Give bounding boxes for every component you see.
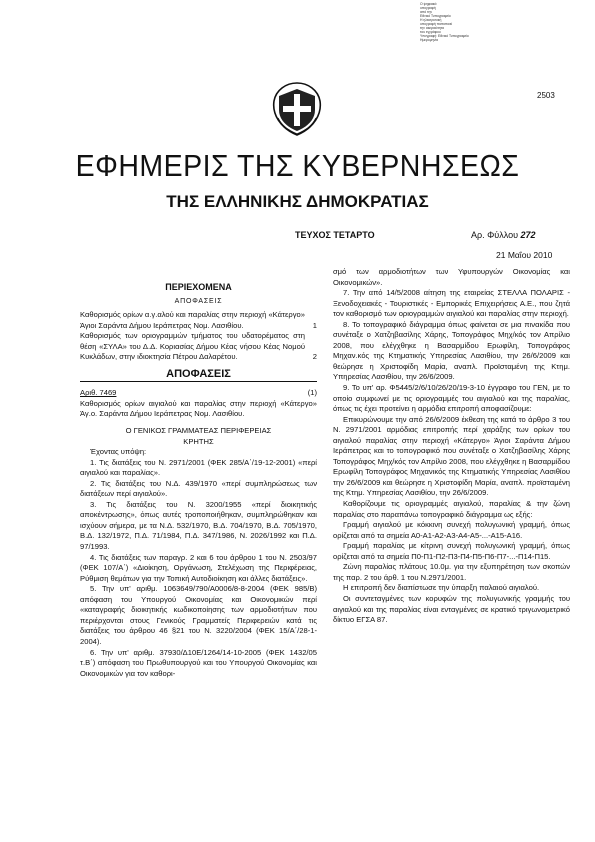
decision-number: Αριθ. 7469	[80, 388, 117, 398]
left-column	[80, 282, 317, 679]
region-heading: ΚΡΗΤΗΣ	[183, 436, 214, 446]
paragraph: Καθορίζουμε τις οριογραμμές αιγιαλού, παραλίας & την ζώνη παραλίας στο παραπάνω τοπογραφικό διάγραμμα ως εξής:	[333, 499, 570, 519]
section-title: ΑΠΟΦΑΣΕΙΣ	[166, 367, 231, 380]
toc-subtitle: ΑΠΟΦΑΣΕΙΣ	[174, 297, 223, 305]
paragraph: 4. Τις διατάξεις των παραγρ. 2 και 6 του άρθρου 1 του Ν. 2503/97 (ΦΕΚ 107/Α΄) «Διοίκηση, Οργάνωση, Στελέχωση της Περιφέρειας, Ρύθμιση θεμάτων για την Τοπική Αυτοδιοίκηση και άλλες διατάξεις».	[80, 552, 317, 583]
toc-item-page: 1	[312, 320, 317, 330]
decision-header	[80, 388, 317, 399]
paragraph: Γραμμή παραλίας με κίτρινη συνεχή πολυγωνική γραμμή, όπως ορίζεται από τα σημεία Π0-Π1-Π2-Π3-Π4-Π5-Π6-Π7-...-Π14-Π15.	[333, 541, 570, 561]
considering-label: Έχοντας υπόψη:	[90, 447, 147, 457]
issue-date: 21 Μαΐου 2010	[496, 250, 553, 260]
sheet-number-value: 272	[520, 230, 536, 240]
paragraph: 3. Τις διατάξεις του Ν. 3200/1955 «περί διοικητικής αποκέντρωσης», όπως αυτές τροποποιήθηκαν, συμπληρώθηκαν και ισχύουν σήμερα, με τα Ν.Δ. 532/1970, Β.Δ. 704/1970, Β.Δ. 705/1970, Β.Δ. 132/1972, Π.Δ. 71/1984, Π.Δ. 347/1986, Ν. 2026/1992 και Π.Δ. 97/1993.	[80, 499, 317, 552]
toc-item[interactable]	[80, 310, 317, 331]
stamp-line: Ημερομηνία	[420, 38, 438, 42]
stamp-line: υπογραφή	[420, 6, 436, 10]
stamp-line: την ακεραιότητα	[420, 26, 444, 30]
stamp-line: υπογραφή πιστοποιεί	[420, 22, 453, 26]
paragraph: σμό των αρμοδιοτήτων των Υφυπουργών Οικονομίας και Οικονομικών».	[333, 267, 570, 287]
paragraph: 1. Τις διατάξεις του Ν. 2971/2001 (ΦΕΚ 285/Α΄/19-12-2001) «περί αιγιαλού και παραλίας».	[80, 457, 317, 478]
paragraph: 7. Την από 14/5/2008 αίτηση της εταιρείας ΣΤΕΛΛΑ ΠΟΛΑΡΙΣ - Ξενοδοχειακές - Τουριστικές - Εμπορικές Επιχειρήσεις Α.Ε., που ζητά τον καθορισμό των οριογραμμών αιγιαλού και παραλίας στην περιοχή.	[333, 288, 570, 319]
paragraph: Ζώνη παραλίας πλάτους 10.0μ. για την εξυπηρέτηση των σκοπών της παρ. 2 του άρθ. 1 του Ν.2971/2001.	[333, 562, 570, 582]
paragraph: 8. Το τοπογραφικό διάγραμμα όπως φαίνεται σε μια πινακίδα που συνέταξε ο Χατζηβασίλης Χάρης, Τοπογράφος Μηχ/κός τον Απρίλιο 2008, που ελέγχθηκε η Βασαρμίδου Ερωφίλη, Τοπογράφος Μηχαν.κός της Κτηματικής Υπηρεσίας Λασιθίου, την 26/6/2009 και θεώρησε η Χριστοφίδη Μαρία, αναπλ. Προϊσταμένη της Κτημ. Υπηρεσίας Λασιθίου, την 26/6/2009.	[333, 319, 570, 382]
paragraph: 9. Το υπ' αρ. Φ5445/2/6/10/26/20/19-3-10 έγγραφο του ΓΕΝ, με το οποίο συμφωνεί με τις οριογραμμές του αιγιαλού και της παραλίας, όπως τις έχει προτείνει η αρμόδια επιτροπή αποφασίζουμε:	[333, 383, 570, 414]
sheet-label: Αρ. Φύλλου	[471, 230, 519, 240]
stamp-line: Υπογραφή: Εθνικό Τυπογραφείο	[420, 34, 469, 38]
paragraph: 2. Τις διατάξεις του Ν.Δ. 439/1970 «περί συμπληρώσεως των διατάξεων περί αιγιαλού».	[80, 478, 317, 499]
issue-label: ΤΕΥΧΟΣ ΤΕΤΑΡΤΟ	[295, 230, 375, 240]
toc-item-page: 2	[312, 352, 317, 362]
paragraph: 5. Την υπ' αριθμ. 1063649/790/Α0006/8-8-2004 (ΦΕΚ 985/Β) απόφαση του Υπουργού Οικονομίας και Οικονομικών περί «καταγραφής διοικητικής κωδικοποίησης των αρμοδιοτήτων που περιέρχονται στους Γενικούς Γραμματείς Περιφερειών κατά τις διατάξεις του άρθρου 46 §21 του Ν. 3220/2004 (ΦΕΚ 15/Α΄/28-1-2004).	[80, 584, 317, 646]
sheet-number	[471, 230, 536, 240]
paragraph: Επικυρώνουμε την από 26/6/2009 έκθεση της κατά το άρθρο 3 του Ν. 2971/2001 αρμόδιας επιτροπής περί χαράξης των ορίων του αιγιαλού παραλίας στην περιοχή «Κάτεργο» Άγιοι Σαράντα Δήμου Ιεράπετρας και το τοπογραφικό που συνέταξε ο Χατζηβασίλης Χάρης Τοπογράφος Μηχ/κός τον Απρίλιο 2008, που ελέγχθηκε η Βασαρμίδου Ερωφίλη Τοπογράφος Μηχανικός της Κτηματικής Υπηρεσίας Λασιθίου την 26/6/2009 και θεώρησε η Χριστοφίδη Μαρία, αναπλ. προϊσταμένη της Κτημ. Υπηρεσίας Λασιθίου, την 26/6/2009.	[333, 414, 570, 498]
paragraph: Γραμμή αιγιαλού με κόκκινη συνεχή πολυγωνική γραμμή, όπως ορίζεται από τα σημεία Α0-Α1-Α2-Α3-Α4-Α5-...-Α15-Α16.	[333, 520, 570, 540]
decision-title: Καθορισμός ορίων αιγιαλού και παραλίας στην περιοχή «Κάτεργο» Άγ.ο. Σαράντα Δήμου Ιεράπετρας Νομ. Λασιθίου.	[80, 398, 317, 419]
stamp-line: από την	[420, 10, 433, 14]
paragraph: Η επιτροπή δεν διαπίστωσε την ύπαρξη παλαιού αιγιαλού.	[343, 583, 540, 593]
stamp-line: Ο ψηφιακά	[420, 2, 437, 6]
greek-coat-of-arms-icon	[268, 80, 326, 138]
toc-title: ΠΕΡΙΕΧΟΜΕΝΑ	[165, 282, 232, 292]
stamp-line: του εγγράφου	[420, 30, 441, 34]
gazette-subtitle: ΤΗΣ ΕΛΛΗΝΙΚΗΣ ΔΗΜΟΚΡΑΤΙΑΣ	[166, 192, 429, 211]
stamp-line: Εθνικό Τυπογραφείο	[420, 14, 451, 18]
paragraph: 6. Την υπ' αριθμ. 37930/Δ10Ε/1264/14-10-2005 (ΦΕΚ 1432/05 τ.Β΄) απόφαση του Πρωθυπουργού και του Υπουργού Οικονομίας και Οικονομικών για τον καθορι-	[80, 647, 317, 678]
right-column	[333, 267, 570, 626]
toc-item[interactable]	[80, 331, 317, 363]
digital-signature-stamp	[420, 2, 500, 42]
stamp-line: Η ηλεκτρονική	[420, 18, 442, 22]
toc-item-text: Καθορισμός ορίων α.γ.αλού και παραλίας στην περιοχή «Κάτεργο» Άγιοι Σαράντα Δήμου Ιεράπετρας Νομ. Λασιθίου.	[80, 310, 305, 330]
decision-ref: (1)	[307, 388, 317, 398]
toc-item-text: Καθορισμός των οριογραμμών τμήματος του υδατορέματος στη θέση «ΣΥΛΑ» του Δ.Δ. Κοριασίας Δήμου Κέας νήσου Κέας Νομού Κυκλάδων, στην ιδιοκτησία Πέτρου Δαλαρέτου.	[80, 331, 305, 362]
page-number: 2503	[537, 91, 555, 100]
authority-heading: Ο ΓΕΝΙΚΟΣ ΓΡΑΜΜΑΤΕΑΣ ΠΕΡΙΦΕΡΕΙΑΣ	[125, 426, 272, 436]
paragraph: Οι συντεταγμένες των κορυφών της πολυγωνικής γραμμής του αιγιαλού και της παραλίας είναι ενταγμένες σε κρατικό τριγωνομετρικό δίκτυο ΕΓΣΑ 87.	[333, 593, 570, 625]
divider	[80, 381, 317, 382]
gazette-masthead: ΕΦΗΜΕΡΙΣ ΤΗΣ ΚΥΒΕΡΝΗΣΕΩΣ	[75, 148, 520, 183]
